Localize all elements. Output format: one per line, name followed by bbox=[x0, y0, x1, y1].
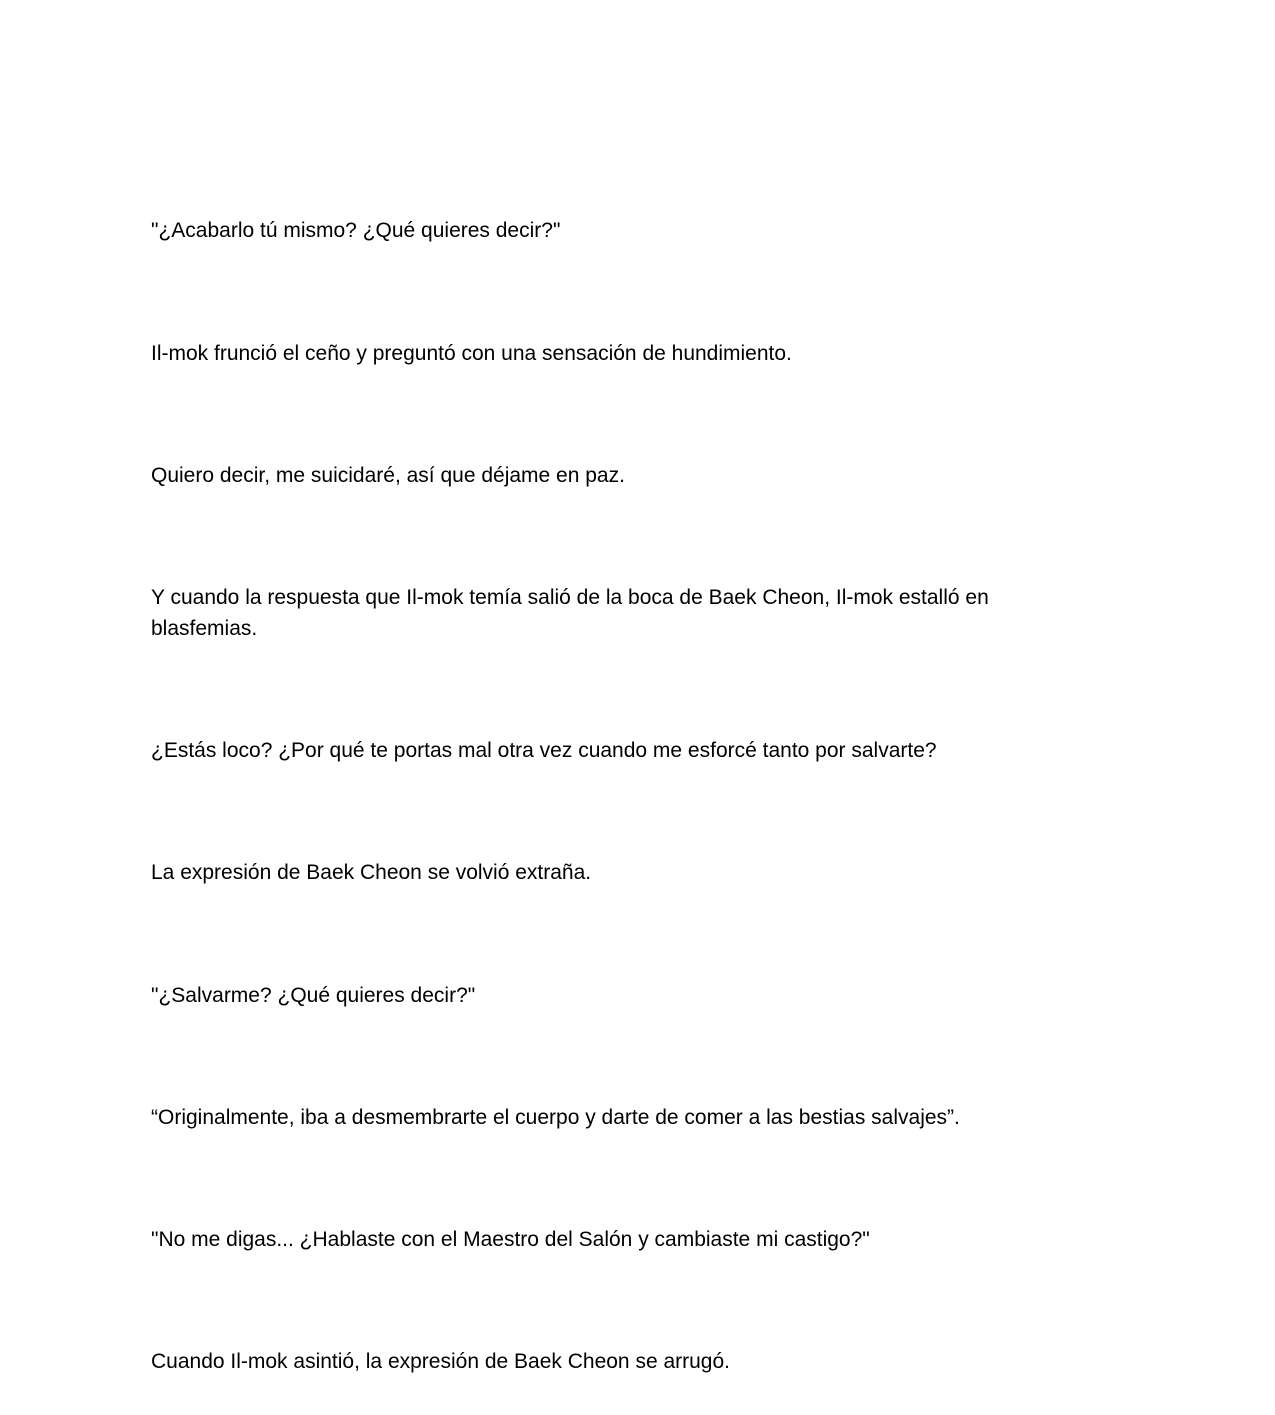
paragraph: ¿Estás loco? ¿Por qué te portas mal otra vez cuando me esforcé tanto por salvarte? bbox=[151, 739, 937, 762]
paragraph: "¿Salvarme? ¿Qué quieres decir?" bbox=[151, 984, 476, 1007]
paragraph: Il-mok frunció el ceño y preguntó con una sensación de hundimiento. bbox=[151, 342, 792, 365]
paragraph: Cuando Il-mok asintió, la expresión de Baek Cheon se arrugó. bbox=[151, 1350, 730, 1373]
paragraph: Quiero decir, me suicidaré, así que déjame en paz. bbox=[151, 464, 625, 487]
paragraph: "No me digas... ¿Hablaste con el Maestro del Salón y cambiaste mi castigo?" bbox=[151, 1228, 870, 1251]
paragraph: La expresión de Baek Cheon se volvió extraña. bbox=[151, 861, 592, 884]
paragraph: "¿Acabarlo tú mismo? ¿Qué quieres decir?" bbox=[151, 219, 561, 242]
paragraph: “Originalmente, iba a desmembrarte el cuerpo y darte de comer a las bestias salvajes”. bbox=[151, 1106, 960, 1129]
paragraph: Y cuando la respuesta que Il-mok temía salió de la boca de Baek Cheon, Il-mok estalló en blasfemias. bbox=[151, 586, 989, 640]
